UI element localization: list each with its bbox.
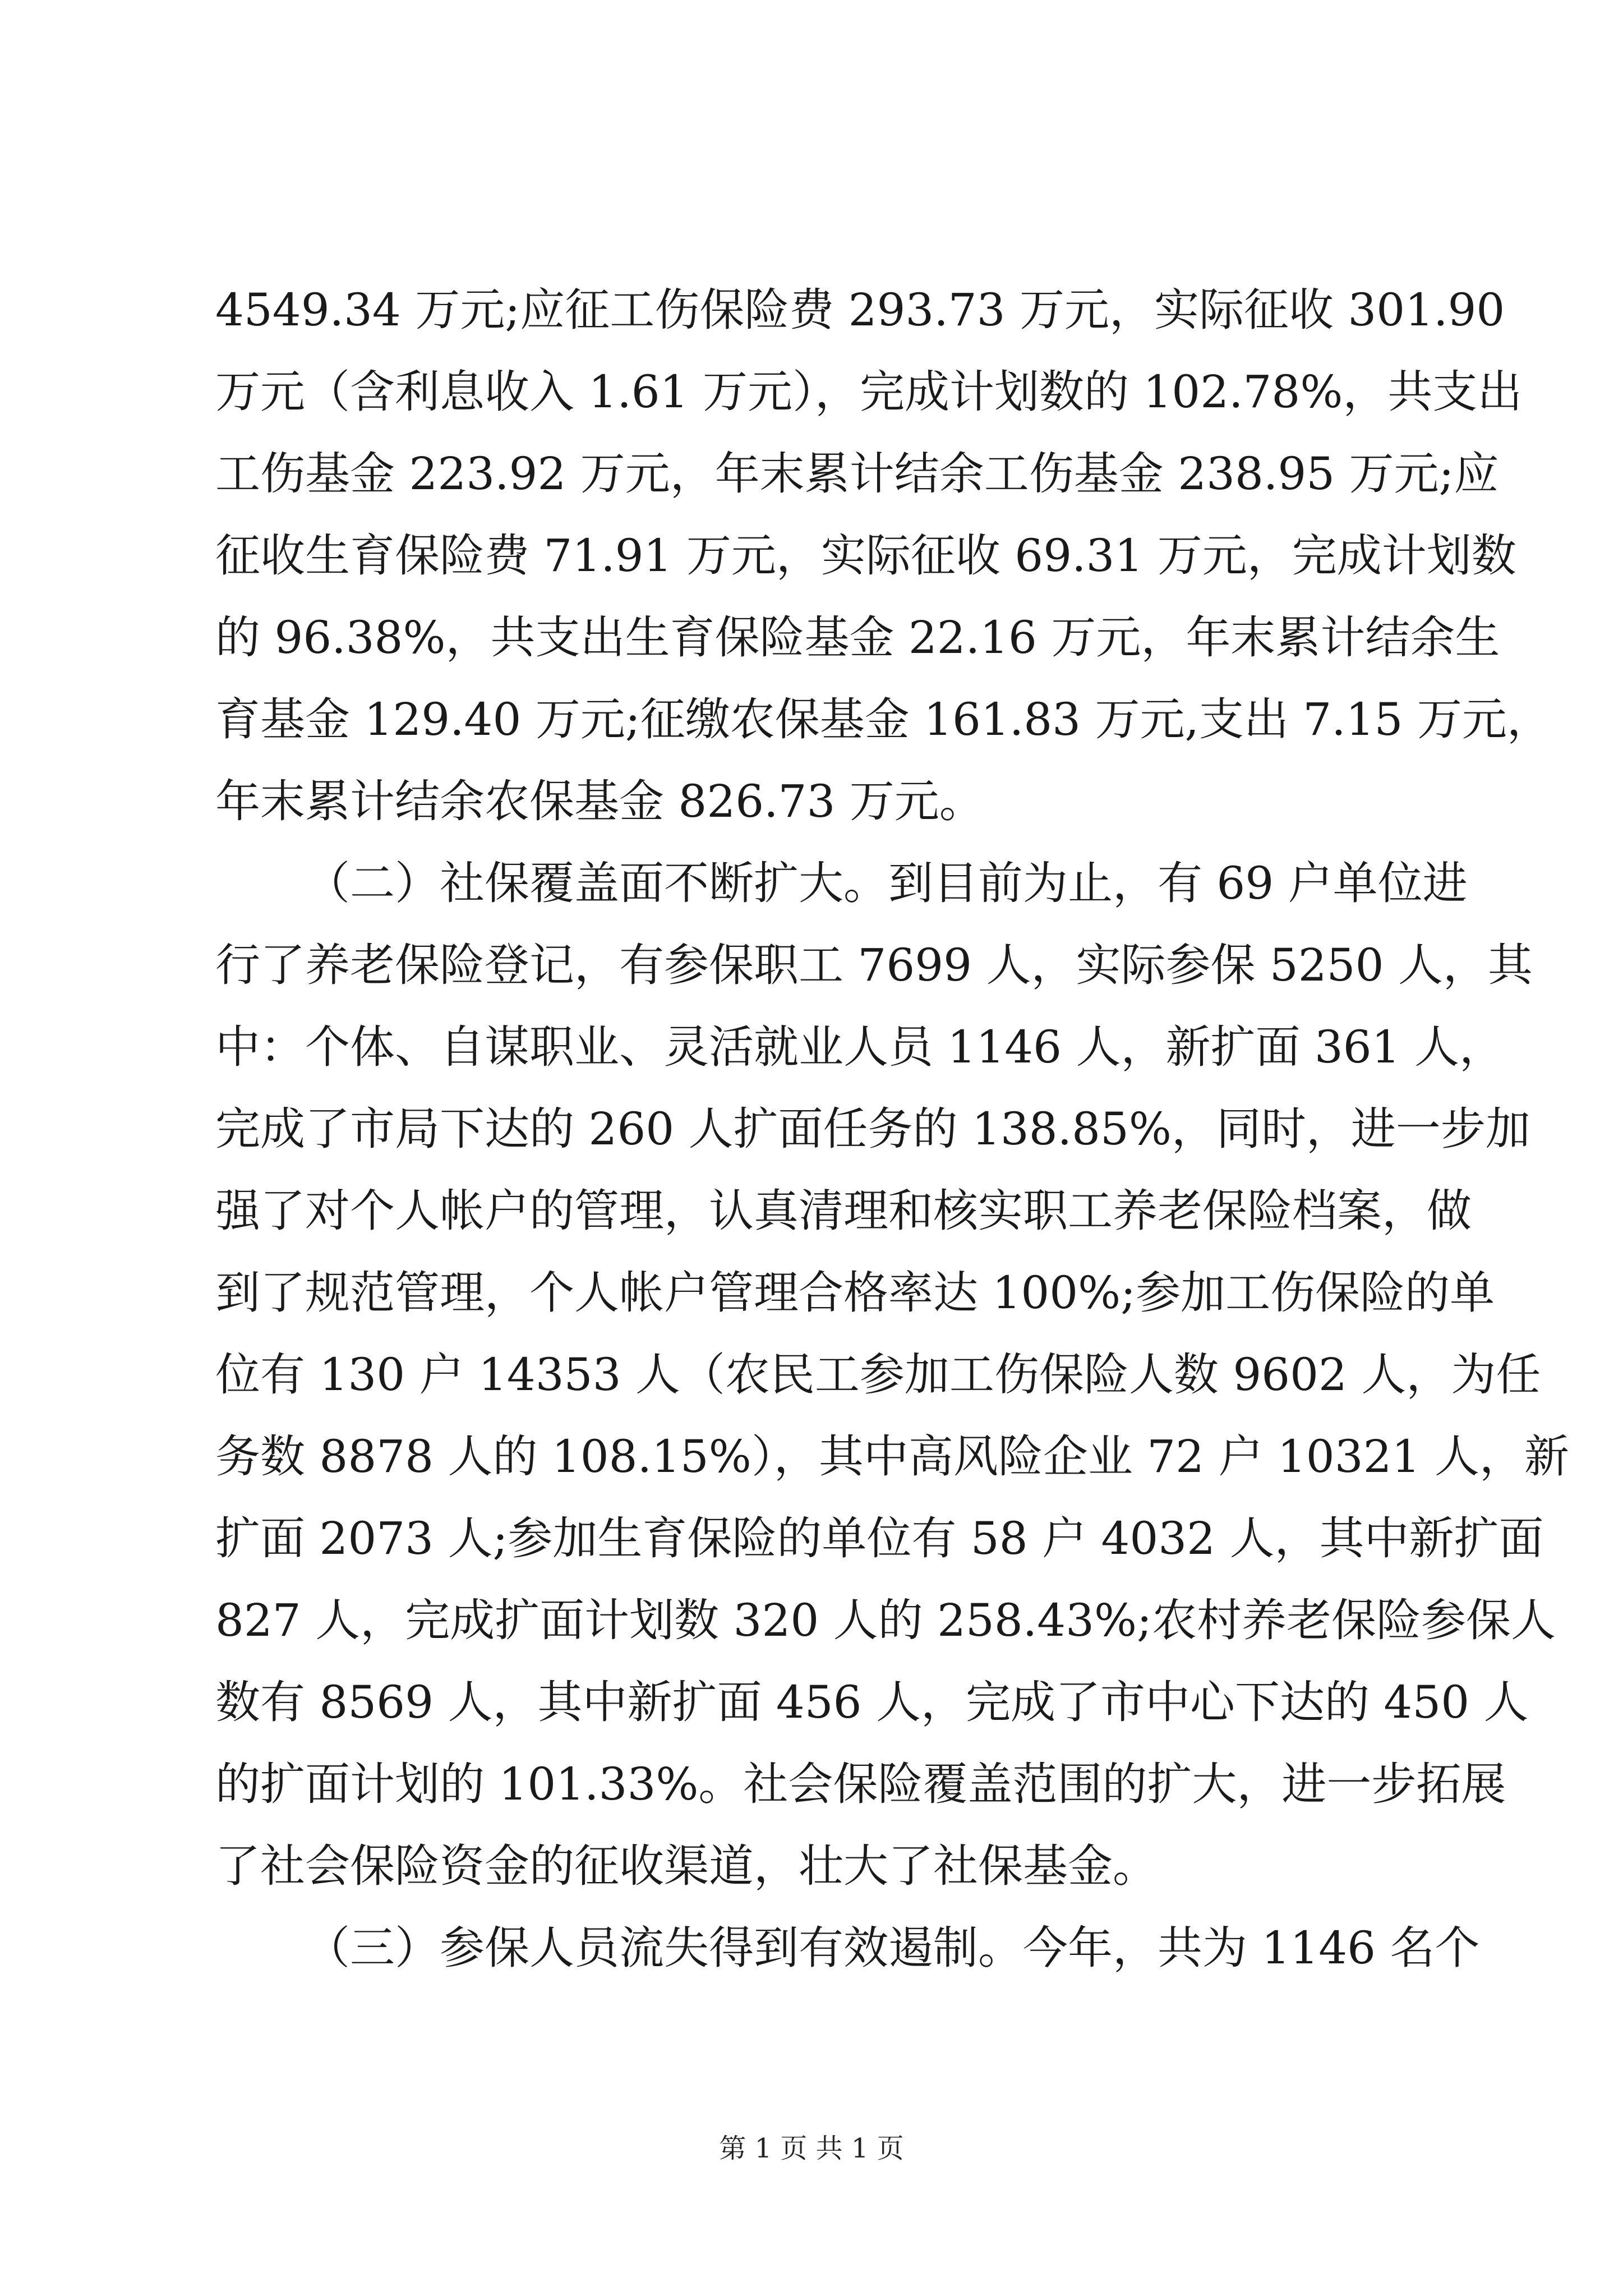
paragraph-1-line-7: 年末累计结余农保基金 826.73 万元。 <box>215 775 984 827</box>
paragraph-2-line-13: 了社会保险资金的征收渠道，壮大了社保基金。 <box>215 1840 1158 1892</box>
paragraph-2-line-6: 到了规范管理，个人帐户管理合格率达 100%;参加工伤保险的单 <box>215 1267 1495 1319</box>
paragraph-2-line-12: 的扩面计划的 101.33%。社会保险覆盖范围的扩大，进一步拓展 <box>215 1758 1506 1810</box>
paragraph-2-line-1: （二）社保覆盖面不断扩大。到目前为止，有 69 户单位进 <box>305 857 1468 909</box>
paragraph-2-line-9: 扩面 2073 人;参加生育保险的单位有 58 户 4032 人，其中新扩面 <box>215 1512 1544 1565</box>
paragraph-2-line-2: 行了养老保险登记，有参保职工 7699 人，实际参保 5250 人，其 <box>215 939 1533 991</box>
document-body <box>215 269 1569 1989</box>
paragraph-2-line-11: 数有 8569 人，其中新扩面 456 人，完成了市中心下达的 450 人 <box>215 1676 1529 1728</box>
paragraph-2-line-4: 完成了市局下达的 260 人扩面任务的 138.85%，同时，进一步加 <box>215 1103 1530 1155</box>
paragraph-3-line-1: （三）参保人员流失得到有效遏制。今年，共为 1146 名个 <box>305 1922 1480 1974</box>
paragraph-1-line-4: 征收生育保险费 71.91 万元，实际征收 69.31 万元，完成计划数 <box>215 530 1516 582</box>
paragraph-2-line-5: 强了对个人帐户的管理，认真清理和核实职工养老保险档案，做 <box>215 1185 1472 1237</box>
paragraph-2-line-8: 务数 8878 人的 108.15%），其中高风险企业 72 户 10321 人，新 <box>215 1430 1569 1483</box>
page-number-label: 第 1 页 共 1 页 <box>719 2133 904 2164</box>
paragraph-1-line-1: 4549.34 万元;应征工伤保险费 293.73 万元，实际征收 301.90 <box>215 284 1505 336</box>
paragraph-2-line-7: 位有 130 户 14353 人（农民工参加工伤保险人数 9602 人，为任 <box>215 1349 1541 1401</box>
paragraph-1-line-2: 万元（含利息收入 1.61 万元），完成计划数的 102.78%，共支出 <box>215 366 1523 418</box>
paragraph-1-line-6: 育基金 129.40 万元;征缴农保基金 161.83 万元,支出 7.15 万元， <box>215 693 1552 746</box>
page-footer <box>0 2132 1623 2165</box>
paragraph-2-line-10: 827 人，完成扩面计划数 320 人的 258.43%;农村养老保险参保人 <box>215 1594 1556 1646</box>
paragraph-1-line-5: 的 96.38%，共支出生育保险基金 22.16 万元，年末累计结余生 <box>215 611 1500 664</box>
paragraph-1-line-3: 工伤基金 223.92 万元，年末累计结余工伤基金 238.95 万元;应 <box>215 448 1499 500</box>
paragraph-2-line-3: 中：个体、自谋职业、灵活就业人员 1146 人，新扩面 361 人， <box>215 1021 1505 1073</box>
